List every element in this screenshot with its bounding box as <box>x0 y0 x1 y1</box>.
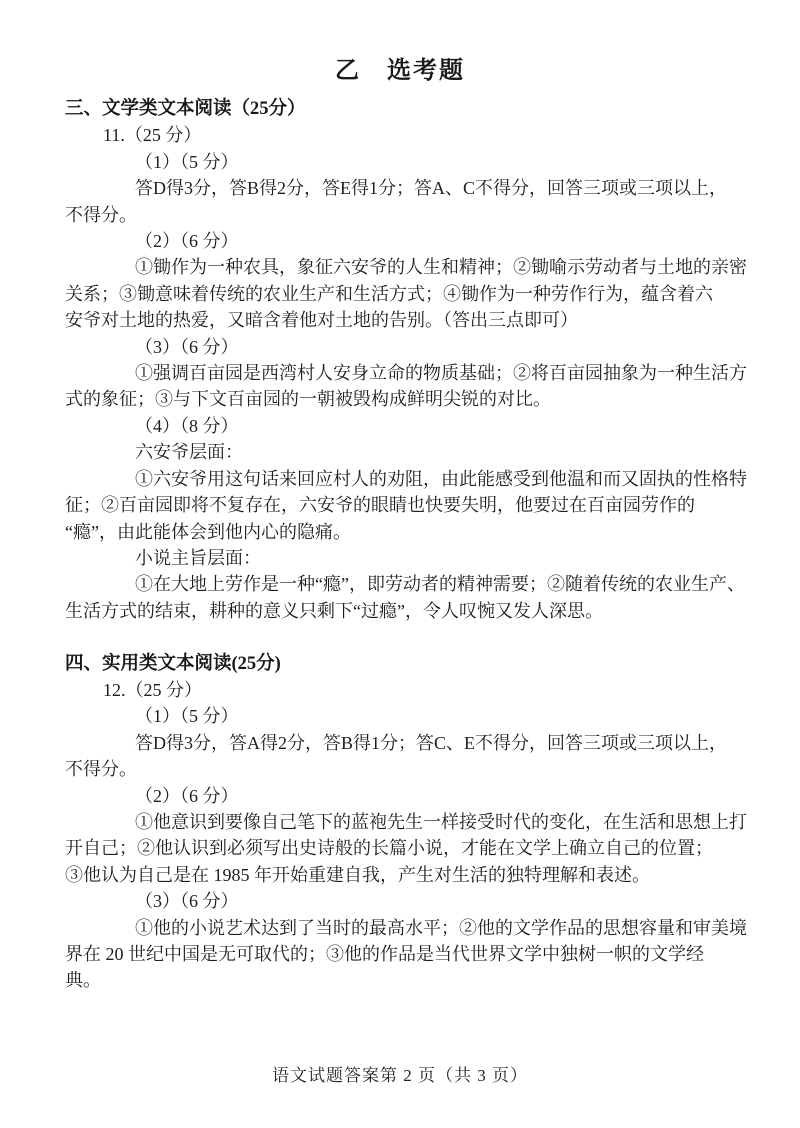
section-heading: 三、文学类文本阅读（25分） <box>65 99 306 119</box>
sub-question-score: （2）（6 分） <box>135 785 239 806</box>
answer-line: ①锄作为一种农具，象征六安爷的人生和精神；②锄喻示劳动者与土地的亲密 <box>135 257 747 278</box>
question-number: 11.（25 分） <box>103 125 202 146</box>
answer-line: 安爷对土地的热爱，又暗含着他对土地的告别。（答出三点即可） <box>65 310 578 331</box>
answer-line: 答D得3分，答A得2分，答B得1分；答C、E不得分，回答三项或三项以上， <box>135 732 728 753</box>
answer-line: 不得分。 <box>65 204 137 225</box>
sub-question-score: （3）（6 分） <box>135 336 239 357</box>
answer-line: 典。 <box>65 970 101 991</box>
answer-line: 式的象征；③与下文百亩园的一朝被毁构成鲜明尖锐的对比。 <box>65 389 551 410</box>
answer-label: 六安爷层面： <box>135 442 243 463</box>
answer-line: 关系；③锄意味着传统的农业生产和生活方式；④锄作为一种劳作行为，蕴含着六 <box>65 283 713 304</box>
section-gap <box>65 624 755 650</box>
answer-line: 答D得3分，答B得2分，答E得1分；答A、C不得分，回答三项或三项以上， <box>135 178 728 199</box>
answer-line: ①在大地上劳作是一种“瘾”，即劳动者的精神需要；②随着传统的农业生产、 <box>135 574 745 595</box>
answer-line: 生活方式的结束，耕种的意义只剩下“过瘾”，令人叹惋又发人深思。 <box>65 600 603 621</box>
answer-line: “瘾”，由此能体会到他内心的隐痛。 <box>65 521 351 542</box>
answer-label: 小说主旨层面： <box>135 547 261 568</box>
page-footer: 语文试题答案第 2 页（共 3 页） <box>272 1066 528 1085</box>
sub-question-score: （1）（5 分） <box>135 706 239 727</box>
question-number: 12.（25 分） <box>103 679 202 700</box>
answer-line: ①他的小说艺术达到了当时的最高水平；②他的文学作品的思想容量和审美境 <box>135 917 747 938</box>
answer-line: 征；②百亩园即将不复存在，六安爷的眼睛也快要失明，他要过在百亩园劳作的 <box>65 495 695 516</box>
answer-line: ①他意识到要像自己笔下的蓝袍先生一样接受时代的变化，在生活和思想上打 <box>135 811 747 832</box>
section-heading: 四、实用类文本阅读(25分) <box>65 653 281 674</box>
sub-question-score: （1）（5 分） <box>135 151 239 172</box>
answer-line: 开自己；②他认识到必须写出史诗般的长篇小说，才能在文学上确立自己的位置； <box>65 838 713 859</box>
answer-line: ①六安爷用这句话来回应村人的劝阻，由此能感受到他温和而又固执的性格特 <box>135 468 747 489</box>
answer-line: 不得分。 <box>65 759 137 780</box>
document-body <box>65 96 755 994</box>
answer-line: ①强调百亩园是西湾村人安身立命的物质基础；②将百亩园抽象为一种生活方 <box>135 363 747 384</box>
sub-question-score: （2）（6 分） <box>135 231 239 252</box>
sub-question-score: （3）（6 分） <box>135 891 239 912</box>
answer-line: ③他认为自己是在 1985 年开始重建自我，产生对生活的独特理解和表述。 <box>65 864 650 885</box>
page-title: 乙 选考题 <box>335 58 465 84</box>
answer-line: 界在 20 世纪中国是无可取代的；③他的作品是当代世界文学中独树一帜的文学经 <box>65 943 704 964</box>
sub-question-score: （4）（8 分） <box>135 415 239 436</box>
